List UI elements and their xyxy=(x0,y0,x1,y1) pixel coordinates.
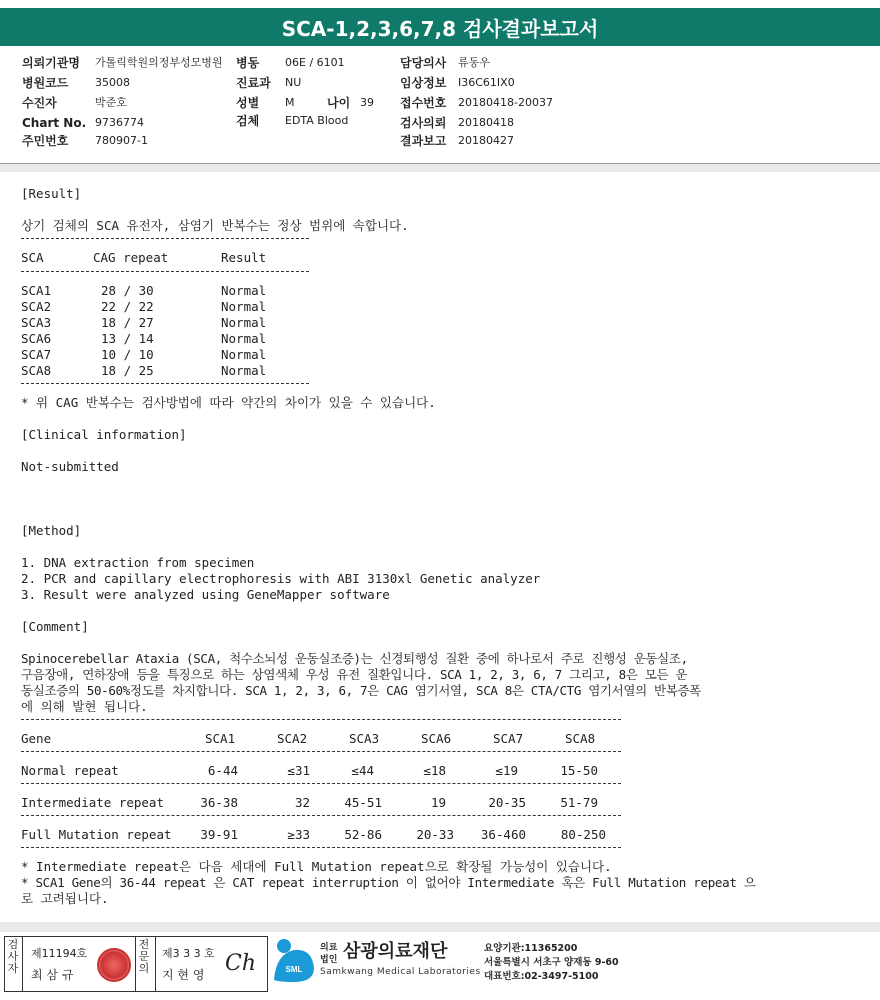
foundation-address: 서울특별시 서초구 양재동 9-60 xyxy=(484,957,619,968)
clinical-text: Not-submitted xyxy=(21,459,119,474)
result-status: Normal xyxy=(221,283,267,298)
gene-cell: ≤18 xyxy=(423,763,446,778)
footnote: * Intermediate repeat은 다음 세대에 Full Mutation repeat으로 확장될 가능성이 있습니다. xyxy=(21,859,612,874)
report-title: SCA-1,2,3,6,7,8 검사결과보고서 xyxy=(0,8,880,46)
request-label: 검사의뢰 xyxy=(400,116,447,130)
divider xyxy=(21,238,309,239)
dept-label: 진료과 xyxy=(236,76,271,90)
result-status: Normal xyxy=(221,347,267,362)
col-sca-header: SCA xyxy=(21,250,44,265)
result-note: * 위 CAG 반복수는 검사방법에 따라 약간의 차이가 있을 수 있습니다. xyxy=(21,395,436,410)
result-cag: 10 / 10 xyxy=(101,347,154,362)
method-item: 2. PCR and capillary electrophoresis with ABI 3130xl Genetic analyzer xyxy=(21,571,541,586)
result-sca: SCA8 xyxy=(21,363,52,378)
hospital-code-value: 35008 xyxy=(95,76,130,89)
tester-name: 최 삼 규 xyxy=(31,968,74,982)
foundation-prefix-2: 법인 xyxy=(320,955,338,965)
method-heading: [Method] xyxy=(21,523,82,538)
gene-cell: ≥33 xyxy=(287,827,310,842)
gene-cell: 52-86 xyxy=(344,827,382,842)
hospital-code-label: 병원코드 xyxy=(22,76,69,90)
patient-value: 박준호 xyxy=(95,96,127,109)
gene-cell: 20-35 xyxy=(488,795,526,810)
gene-cell: ≤31 xyxy=(287,763,310,778)
foundation-phone: 대표번호:02-3497-5100 xyxy=(484,971,599,982)
gene-col-header: SCA6 xyxy=(421,731,452,746)
receipt-label: 접수번호 xyxy=(400,96,447,110)
gray-band-bottom xyxy=(0,922,880,932)
result-cag: 18 / 25 xyxy=(101,363,154,378)
divider xyxy=(21,383,309,384)
divider xyxy=(21,719,621,720)
sex-value: M xyxy=(285,96,295,109)
gene-col-header: SCA7 xyxy=(493,731,524,746)
col-cag-header: CAG repeat xyxy=(93,250,169,265)
divider xyxy=(21,815,621,816)
doctor-name: 지 현 영 xyxy=(162,968,205,982)
doctor-license: 제3 3 3 호 xyxy=(162,947,215,960)
chart-value: 9736774 xyxy=(95,116,144,129)
signature-box xyxy=(4,936,268,992)
request-value: 20180418 xyxy=(458,116,514,129)
doctor-value: 류동우 xyxy=(458,56,490,69)
gene-row-label: Intermediate repeat xyxy=(21,795,164,810)
gene-cell: 36-460 xyxy=(480,827,526,842)
specimen-label: 검체 xyxy=(236,114,260,128)
gene-col-header: SCA1 xyxy=(205,731,236,746)
gene-cell: 36-38 xyxy=(200,795,238,810)
age-value: 39 xyxy=(360,96,374,109)
gene-cell: 6-44 xyxy=(207,763,238,778)
result-cag: 13 / 14 xyxy=(101,331,154,346)
ward-value: 06E / 6101 xyxy=(285,56,345,69)
result-status: Normal xyxy=(221,299,267,314)
report-label: 결과보고 xyxy=(400,134,447,148)
gene-cell: 19 xyxy=(430,795,446,810)
gene-cell: ≤44 xyxy=(351,763,374,778)
sex-label: 성별 xyxy=(236,96,260,110)
gene-cell: 80-250 xyxy=(560,827,606,842)
result-cag: 28 / 30 xyxy=(101,283,154,298)
gene-cell: 39-91 xyxy=(200,827,238,842)
comment-line: 에 의해 발현 됩니다. xyxy=(21,699,148,714)
gene-cell: 51-79 xyxy=(560,795,598,810)
clinical-label: 임상정보 xyxy=(400,76,447,90)
divider xyxy=(21,271,309,272)
foundation-code: 요양기관:11365200 xyxy=(484,943,578,954)
result-summary: 상기 검체의 SCA 유전자, 삼염기 반복수는 정상 범위에 속합니다. xyxy=(21,218,409,233)
gene-cell: 20-33 xyxy=(416,827,454,842)
divider xyxy=(21,783,621,784)
gene-cell: 45-51 xyxy=(344,795,382,810)
logo-text: SML xyxy=(285,965,303,974)
gene-cell: 32 xyxy=(294,795,310,810)
tester-seal-icon xyxy=(97,948,131,982)
result-heading: [Result] xyxy=(21,186,82,201)
result-status: Normal xyxy=(221,363,267,378)
result-sca: SCA6 xyxy=(21,331,52,346)
foundation-name-en: Samkwang Medical Laboratories xyxy=(320,967,481,977)
comment-heading: [Comment] xyxy=(21,619,89,634)
patient-label: 수진자 xyxy=(22,96,57,110)
result-sca: SCA3 xyxy=(21,315,52,330)
institution-label: 의뢰기관명 xyxy=(22,56,80,70)
divider xyxy=(135,937,136,991)
gene-row-label: Full Mutation repeat xyxy=(21,827,172,842)
dept-value: NU xyxy=(285,76,302,89)
clinical-heading: [Clinical information] xyxy=(21,427,187,442)
footnote: * SCA1 Gene의 36-44 repeat 은 CAT repeat interruption 이 없어야 Intermediate 혹은 Full Mutation repeat 으 xyxy=(21,875,756,890)
report-value: 20180427 xyxy=(458,134,514,147)
gray-band-top xyxy=(0,164,880,172)
comment-line: Spinocerebellar Ataxia (SCA, 척수소뇌성 운동실조증)는 신경퇴행성 질환 중에 하나로서 주로 진행성 운동실조, xyxy=(21,651,688,666)
comment-line: 동실조증의 50-60%정도를 차지합니다. SCA 1, 2, 3, 6, 7은 CAG 염기서열, SCA 8은 CTA/CTG 염기서열의 반복증폭 xyxy=(21,683,701,698)
result-status: Normal xyxy=(221,315,267,330)
gene-row-label: Normal repeat xyxy=(21,763,119,778)
divider xyxy=(21,751,621,752)
gene-cell: 15-50 xyxy=(560,763,598,778)
doctor-title-label: 전 문 의 xyxy=(138,938,150,975)
foundation-prefix-1: 의료 xyxy=(320,943,338,953)
id-value: 780907-1 xyxy=(95,134,148,147)
method-item: 1. DNA extraction from specimen xyxy=(21,555,255,570)
tester-label: 검 사 자 xyxy=(7,938,19,975)
footnote: 로 고려됩니다. xyxy=(21,891,109,906)
ward-label: 병동 xyxy=(236,56,260,70)
result-cag: 18 / 27 xyxy=(101,315,154,330)
id-label: 주민번호 xyxy=(22,134,69,148)
foundation-name: 삼광의료재단 xyxy=(343,941,448,962)
institution-value: 가톨릭학원의정부성모병원 xyxy=(95,56,223,69)
sml-logo-icon xyxy=(272,936,316,986)
divider xyxy=(22,937,23,991)
divider xyxy=(21,847,621,848)
result-sca: SCA7 xyxy=(21,347,52,362)
clinical-value: I36C61IX0 xyxy=(458,76,515,89)
col-result-header: Result xyxy=(221,250,267,265)
specimen-value: EDTA Blood xyxy=(285,114,349,127)
patient-info-panel xyxy=(0,52,880,164)
doctor-label: 담당의사 xyxy=(400,56,447,70)
gene-col-header: SCA3 xyxy=(349,731,380,746)
comment-line: 구음장애, 연하장애 등을 특징으로 하는 상염색체 우성 유전 질환입니다. SCA 1, 2, 3, 6, 7 그리고, 8은 모든 운 xyxy=(21,667,688,682)
receipt-value: 20180418-20037 xyxy=(458,96,553,109)
method-item: 3. Result were analyzed using GeneMapper software xyxy=(21,587,390,602)
chart-label: Chart No. xyxy=(22,116,87,130)
gene-cell: ≤19 xyxy=(495,763,518,778)
age-label: 나이 xyxy=(327,96,351,110)
gene-col-header: SCA2 xyxy=(277,731,308,746)
tester-license: 제11194호 xyxy=(31,947,88,960)
gene-col-header: Gene xyxy=(21,731,52,746)
result-sca: SCA1 xyxy=(21,283,52,298)
result-status: Normal xyxy=(221,331,267,346)
divider xyxy=(155,937,156,991)
result-cag: 22 / 22 xyxy=(101,299,154,314)
doctor-signature: Ch xyxy=(225,951,257,976)
gene-col-header: SCA8 xyxy=(565,731,596,746)
result-sca: SCA2 xyxy=(21,299,52,314)
